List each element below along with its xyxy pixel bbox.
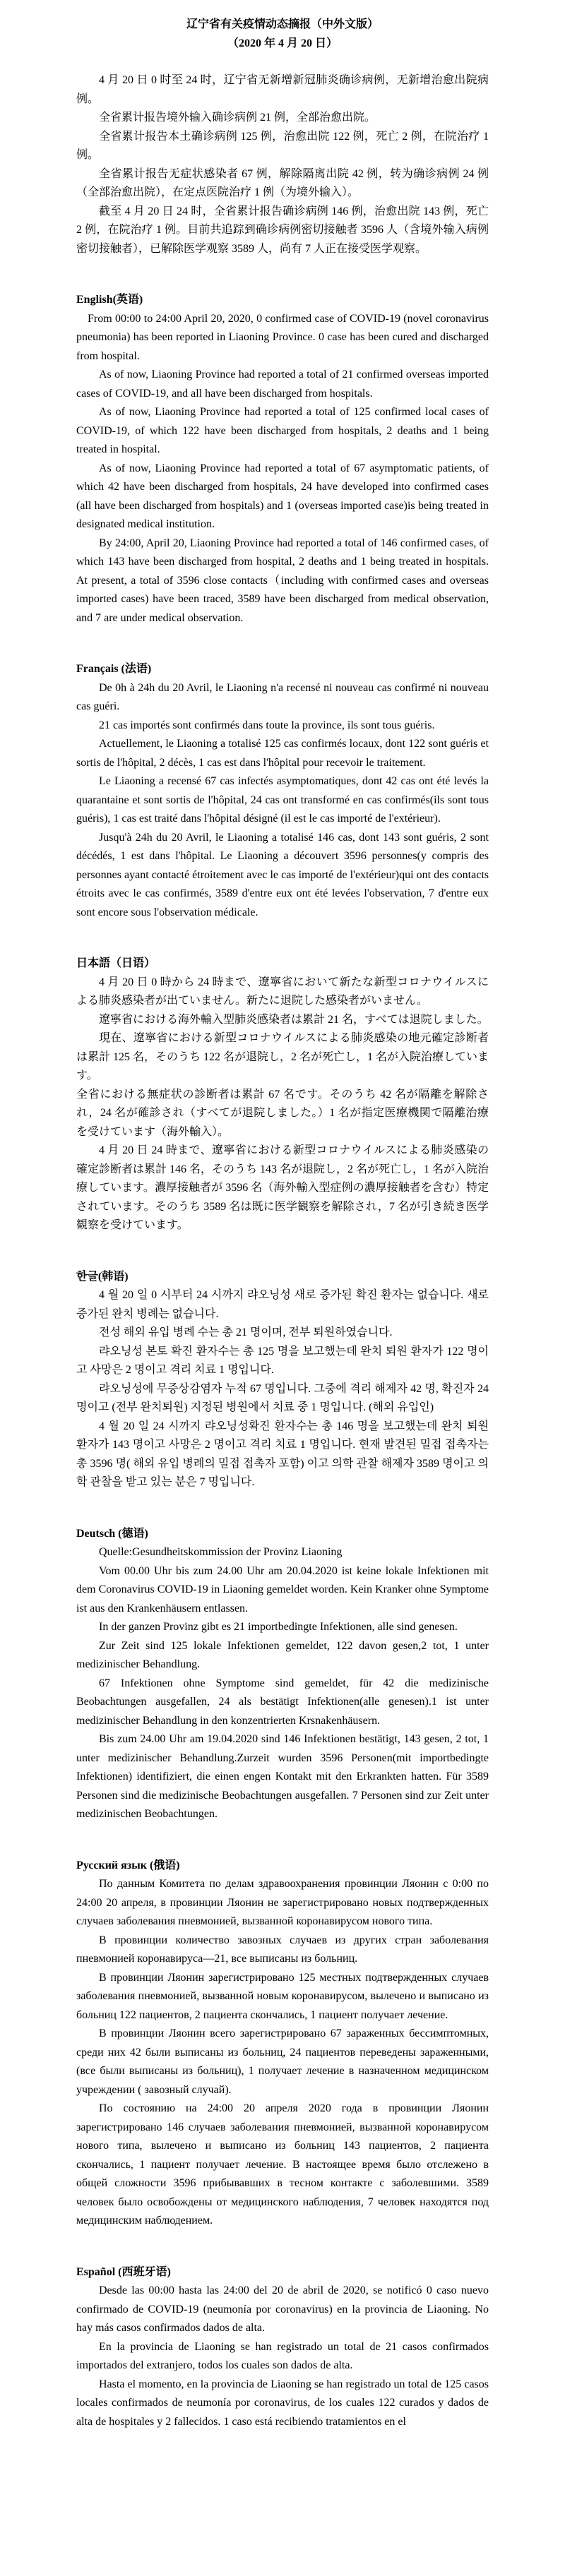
paragraph-en-1: From 00:00 to 24:00 April 20, 2020, 0 confirmed case of COVID-19 (novel coronavirus pneumonia) has been reported in Liaoning Province. 0 case has been cured and discharged from hospital. — [76, 312, 489, 362]
paragraph-es-3: Hasta el momento, en la provincia de Liaoning se han registrado un total de 125 casos locales confirmados de neumonía por coronavirus, de los cuales 122 curados y dados de alta de hospitales y 2 fallecidos. 1 caso está recibiendo tratamientos en el — [76, 2378, 489, 2428]
document-title: 辽宁省有关疫情动态摘报（中外文版） — [186, 18, 379, 30]
paragraph-zh-2: 全省累计报告境外输入确诊病例 21 例，全部治愈出院。 — [99, 112, 376, 124]
document-date: （2020 年 4 月 20 日） — [227, 37, 338, 49]
section-heading-french: Français (法语) — [76, 663, 152, 675]
paragraph-zh-3: 全省累计报告本土确诊病例 125 例，治愈出院 122 例，死亡 2 例，在院治疗 1 例。 — [76, 130, 489, 161]
paragraph-es-2: En la provincia de Liaoning se han registrado un total de 21 casos confirmados importados del extranjero, todos los cuales son dados de alta. — [76, 2340, 489, 2371]
section-chinese — [76, 71, 489, 258]
paragraph-ru-3: В провинции Ляонин зарегистрировано 125 местных подтвержденных случаев заболевания пневмонией, вызванной новым коронавирусом, вылечено и выписано из больниц 122 пациентов, 2 пациента скончались, 1 пациент получает лечение. — [76, 1971, 489, 2021]
paragraph-ja-4: 全省における無症状の診断者は累計 67 名です。そのうち 42 名が隔離を解除され，24 名が確診され（すべてが退院しました。）1 名が指定医療機関で隔離治療を受けています（海外輸入）。 — [76, 1088, 489, 1138]
paragraph-ja-1: 4 月 20 日 0 時から 24 時まで、遼寧省において新たな新型コロナウイルスによる肺炎感染者が出ていません。新たに退院した感染者がいません。 — [76, 976, 489, 1007]
paragraph-es-1: Desde las 00:00 hasta las 24:00 del 20 de abril de 2020, se notificó 0 caso nuevo confirmado de COVID-19 (neumonía por coronavirus) en la provincia de Liaoning. No hay más casos confirmados dados de alta. — [76, 2284, 489, 2334]
paragraph-en-3: As of now, Liaoning Province had reported a total of 125 confirmed local cases of COVID-19, of which 122 have been discharged from hospitals, 2 deaths and 1 being treated in hospital. — [76, 406, 489, 455]
section-heading-korean: 한글(韩语) — [76, 1270, 129, 1283]
paragraph-ko-1: 4 월 20 일 0 시부터 24 시까지 랴오닝성 새로 증가된 확진 환자는 없습니다. 새로 증가된 완치 병례는 없습니다. — [76, 1289, 489, 1320]
paragraph-ko-3: 랴오닝성 본토 확진 환자수는 총 125 명을 보고했는데 완치 퇴원 환자가 122 명이고 사망은 2 명이고 격리 치료 1 명입니다. — [76, 1345, 489, 1376]
section-heading-russian: Русский язык (俄语) — [76, 1859, 180, 1871]
paragraph-de-4: 67 Infektionen ohne Symptome sind gemeldet, für 42 die medizinische Beobachtungen ausgefallen, 24 als bestätigt Infektionen(alle genesen).1 ist unter medizinischer Behandlung in den konzentrierten Krsnakenhäusern. — [76, 1677, 489, 1727]
paragraph-ru-4: В провинции Ляонин всего зарегистрировано 67 зараженных бессимптомных, среди них 42 были выписаны из больниц, 24 пациентов переведены зараженными, (все были выписаны из больниц), 1 получает лечение в назначенном медицинском учреждении ( завозный случай). — [76, 2027, 489, 2096]
section-french — [76, 660, 489, 922]
paragraph-fr-1: De 0h à 24h du 20 Avril, le Liaoning n'a recensé ni nouveau cas confirmé ni nouveau cas guéri. — [76, 681, 489, 712]
section-heading-english: English(英语) — [76, 294, 143, 306]
paragraph-en-2: As of now, Liaoning Province had reported a total of 21 confirmed overseas imported cases of COVID-19, and all have been discharged from hospitals. — [76, 369, 489, 400]
paragraph-en-5: By 24:00, April 20, Liaoning Province had reported a total of 146 confirmed cases, of which 143 have been discharged from hospital, 2 deaths and 1 being treated in hospitals. At present, a total of 3596 close contacts（including with confirmed cases and overseas imported cases) have been traced, 3589 have been discharged from medical observation, and 7 are under medical observation. — [76, 537, 489, 624]
section-korean — [76, 1268, 489, 1492]
paragraph-ko-2: 전성 해외 유입 병례 수는 총 21 명이며, 전부 퇴원하였습니다. — [99, 1326, 393, 1338]
paragraph-de-5: Bis zum 24.00 Uhr am 19.04.2020 sind 146 Infektionen bestätigt, 143 gesen, 2 tot, 1 unter medizinischer Behandlung.Zurzeit wurden 3596 Personen(mit importbedingte Infektionen) identifiziert, die einen engen Kontakt mit den Erkrankten hatten. Für 3589 Personen sind die medizinische Beobachtungen ausgefallen. 7 Personen sind zur Zeit unter medizinischen Beobachtungen. — [76, 1733, 489, 1820]
paragraph-ru-2: В провинции количество завозных случаев из других стран заболевания пневмонией коронавируса—21, все выписаны из больниц. — [76, 1934, 489, 1965]
paragraph-fr-2: 21 cas importés sont confirmés dans toute la province, ils sont tous guéris. — [99, 719, 435, 731]
paragraph-zh-5: 截至 4 月 20 日 24 时，全省累计报告确诊病例 146 例，治愈出院 143 例，死亡 2 例，在院治疗 1 例。目前共追踪到确诊病例密切接触者 3596 人（含境外输入病例密切接触者），已解除医学观察 3589 人，尚有 7 人正在接受医学观察。 — [76, 205, 489, 255]
section-german — [76, 1525, 489, 1824]
paragraph-fr-5: Jusqu'à 24h du 20 Avril, le Liaoning a totalisé 146 cas, dont 143 sont guéris, 2 sont décédés, 1 est dans l'hôpital. Le Liaoning a découvert 3596 personnes(y compris des personnes ayant contacté étroitement avec le cas importé de l'extérieur)qui ont des contacts étroits avec le cas confirmés, 3589 d'entre eux ont été levées l'observation, 7 d'entre eux sont encore sous l'observation médicale. — [76, 831, 489, 918]
section-heading-spanish: Español (西班牙语) — [76, 2265, 171, 2278]
paragraph-ja-3: 現在、遼寧省における新型コロナウイルスによる肺炎感染の地元確定診断者は累計 125 名，そのうち 122 名が退院し，2 名が死亡し，1 名が入院治療しています。 — [76, 1032, 489, 1082]
section-heading-japanese: 日本語（日语） — [76, 957, 156, 969]
paragraph-fr-4: Le Liaoning a recensé 67 cas infectés asymptomatiques, dont 42 cas ont été levés la quarantaine et sont sortis de l'hôpital, 24 cas ont transformé en cas confirmés(ils sont tous guéris), 1 cas est traité dans l'hôpital désigné (il est le cas importé de l'extérieur). — [76, 775, 489, 825]
section-heading-german: Deutsch (德语) — [76, 1527, 148, 1540]
paragraph-de-1: Vom 00.00 Uhr bis zum 24.00 Uhr am 20.04.2020 ist keine lokale Infektionen mit dem Coronavirus COVID-19 in Liaoning gemeldet worden. Kein Kranker ohne Symptome ist aus den Krankenhäusern entlassen. — [76, 1564, 489, 1615]
paragraph-ko-5: 4 월 20 일 24 시까지 랴오닝성확진 환자수는 총 146 명을 보고했는데 완치 퇴원 환자가 143 명이고 사망은 2 명이고 격리 치료 1 명입니다. 현재 발견된 밀접 접촉자는 총 3596 명( 해외 유입 병례의 밀접 접촉자 포함) 이고 의학 관찰 해제자 3589 명이고 의학 관찰을 받고 있는 분은 7 명입니다. — [76, 1420, 489, 1488]
paragraph-de-2: In der ganzen Provinz gibt es 21 importbedingte Infektionen, alle sind genesen. — [99, 1621, 458, 1633]
paragraph-zh-1: 4 月 20 日 0 时至 24 时，辽宁省无新增新冠肺炎确诊病例，无新增治愈出院病例。 — [76, 74, 489, 105]
paragraph-zh-4: 全省累计报告无症状感染者 67 例，解除隔离出院 42 例，转为确诊病例 24 例（全部治愈出院），在定点医院治疗 1 例（为境外输入）。 — [76, 167, 489, 198]
paragraph-ru-1: По данным Комитета по делам здравоохранения провинции Ляонин с 0:00 по 24:00 20 апреля, в провинции Ляонин не зарегистрировано новых подтвержденных случаев заболевания пневмонией, вызванной коронавирусом нового типа. — [76, 1878, 489, 1927]
paragraph-de-source: Quelle:Gesundheitskommission der Provinz Liaoning — [99, 1546, 343, 1558]
paragraph-ja-5: 4 月 20 日 24 時まで、遼寧省における新型コロナウイルスによる肺炎感染の確定診断者は累計 146 名，そのうち 143 名が退院し，2 名が死亡し，1 名が入院治療しています。濃厚接触者が 3596 名（海外輸入型症例の濃厚接触者を含む）特定されています。そのうち 3589 名は既に医学観察を解除され，7 名が引き続き医学観察を受けています。 — [76, 1144, 489, 1231]
paragraph-ru-5: По состоянию на 24:00 20 апреля 2020 года в провинции Ляонин зарегистрировано 146 случаев заболевания пневмонией, вызванной коронавирусом нового типа, вылечено и выписано из больниц 143 пациентов, 2 пациента скончались, 1 пациент получает лечение. В настоящее время было отслежено в общей сложности 3596 прибывавших в тесном контакте с заболевшими. 3589 человек было освобождены от медицинского наблюдения, 7 человек находятся под медицинским наблюдением. — [76, 2102, 489, 2227]
paragraph-ja-2: 遼寧省における海外輸入型肺炎感染者は累計 21 名，すべては退院しました。 — [99, 1013, 489, 1026]
section-english — [76, 291, 489, 628]
section-japanese — [76, 954, 489, 1235]
paragraph-fr-3: Actuellement, le Liaoning a totalisé 125 cas confirmés locaux, dont 122 sont guéris et sortis de l'hôpital, 2 décès, 1 cas est dans l'hôpital pour recevoir le traitement. — [76, 738, 489, 769]
section-russian — [76, 1857, 489, 2231]
paragraph-de-3: Zur Zeit sind 125 lokale Infektionen gemeldet, 122 davon gesen,2 tot, 1 unter medizinischer Behandlung. — [76, 1639, 489, 1670]
paragraph-ko-4: 랴오닝성에 무증상감염자 누적 67 명입니다. 그중에 격리 해제자 42 명, 확진자 24 명이고 (전부 완치퇴원) 지정된 병원에서 치료 중 1 명입니다. (해외 유입인) — [76, 1382, 489, 1413]
section-spanish — [76, 2263, 489, 2432]
paragraph-en-4: As of now, Liaoning Province had reported a total of 67 asymptomatic patients, of which 42 have been discharged from hospitals, 24 have developed into confirmed cases (all have been discharged from hospitals) and 1 (overseas imported case)is being treated in designated medical institution. — [76, 462, 489, 530]
